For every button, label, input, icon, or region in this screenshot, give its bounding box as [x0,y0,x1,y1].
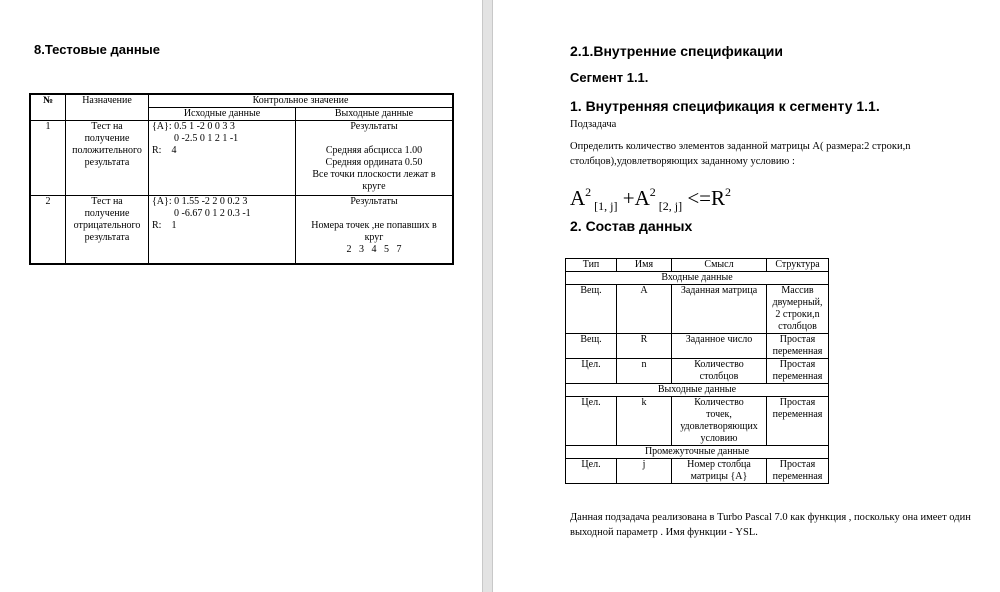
meaning-line: точек, [706,409,732,420]
meaning-line: матрицы {A} [690,471,748,482]
cell-type: Цел. [566,459,617,484]
right-page [493,0,1000,592]
input-line: {A}: 0 1.55 -2 2 0 0.2 3 [152,196,248,207]
formula-part: [2, j] [655,199,683,213]
output-line: Средняя абсцисса 1.00 [325,145,423,156]
input-line: 0 -2.5 0 1 2 1 -1 [174,133,239,144]
input-line: 0 -6.67 0 1 2 0.3 -1 [174,208,251,219]
structure-line: переменная [772,346,823,357]
condition-formula [570,180,731,218]
output-line: Результаты [350,121,398,132]
output-line: Результаты [350,196,398,207]
purpose-line: результата [84,157,130,168]
purpose-line: Тест на [91,121,123,132]
cell-type: Вещ. [566,285,617,334]
spec-heading: 1. Внутренняя спецификация к сегменту 1.1. [570,98,880,114]
footer-line: Данная подзадача реализована в Turbo Pascal 7.0 как функция , поскольку она имеет один [570,512,971,523]
header-type: Тип [566,259,617,272]
row-output [296,121,454,196]
subtask-label: Подзадача [570,119,617,130]
row-purpose [66,196,149,264]
formula-part: A [570,186,586,210]
cell-name: A [617,285,672,334]
table-row [566,359,829,384]
purpose-line: получение [84,208,130,219]
cell-name: R [617,334,672,359]
cell-name: n [617,359,672,384]
row-input [149,121,296,196]
structure-line: двумерный, [772,297,823,308]
section-row [566,272,829,285]
cell-meaning [672,397,767,446]
formula-part: [1, j] [591,199,618,213]
output-line: 2 3 4 5 7 [346,244,402,255]
cell-type: Цел. [566,397,617,446]
meaning-line: Количество [694,397,744,408]
meaning-line: столбцов [699,371,739,382]
structure-line: Простая [779,459,816,470]
header-name: Имя [617,259,672,272]
page-title: 2.1.Внутренние спецификации [570,43,783,59]
formula-part: 2 [649,185,656,199]
cell-type: Цел. [566,359,617,384]
purpose-line: Тест на [91,196,123,207]
section-title: Входные данные [566,272,829,285]
cell-structure [767,334,829,359]
output-line [298,133,450,145]
purpose-line: положительного [72,145,142,156]
header-purpose: Назначение [66,94,149,121]
input-line: R: 1 [152,220,177,231]
meaning-line: условию [700,433,738,444]
structure-line: Простая [779,397,816,408]
footer-line: выходной параметр . Имя функции - YSL. [570,527,758,538]
segment-heading: Сегмент 1.1. [570,70,649,85]
meaning-line: Количество [694,359,744,370]
output-line: круг [364,232,384,243]
cell-type: Вещ. [566,334,617,359]
purpose-line: результата [84,232,130,243]
cell-meaning [672,285,767,334]
formula-part: <=R [682,186,726,210]
table-row [566,334,829,359]
meaning-line: Заданная матрица [680,285,758,296]
structure-line: столбцов [778,321,817,332]
structure-line: переменная [772,409,823,420]
row-num: 1 [30,121,66,196]
purpose-line: отрицательного [73,220,141,231]
structure-line: Простая [779,359,816,370]
formula-part: 2 [725,185,732,199]
cell-name: j [617,459,672,484]
description-line: столбцов),удовлетворяющих заданному условию : [570,156,795,167]
meaning-line: Заданное число [685,334,753,345]
output-line: Номера точек ,не попавших в [311,220,437,231]
table-row [566,397,829,446]
table-row [30,121,453,196]
formula-part: 2 [585,185,592,199]
section-title: Промежуточные данные [566,446,829,459]
page-gap [482,0,493,592]
structure-line: переменная [772,371,823,382]
header-structure: Структура [767,259,829,272]
structure-line: Массив [781,285,814,296]
section-row [566,446,829,459]
row-input [149,196,296,264]
description-line: Определить количество элементов заданной матрицы A( размера:2 строки,n [570,141,911,152]
row-purpose [66,121,149,196]
table-row [30,196,453,264]
input-line: {A}: 0.5 1 -2 0 0 3 3 [152,121,235,132]
output-line: круге [362,181,386,192]
data-composition-table [565,258,829,484]
header-output: Выходные данные [296,108,454,121]
purpose-line: получение [84,133,130,144]
cell-meaning [672,334,767,359]
input-line: R: 4 [152,145,177,156]
header-num: № [30,94,66,121]
row-num: 2 [30,196,66,264]
header-control-value: Контрольное значение [149,94,454,108]
output-line: Все точки плоскости лежат в [312,169,436,180]
cell-structure [767,285,829,334]
table-row [566,459,829,484]
left-page [0,0,482,592]
row-output [296,196,454,264]
section-heading-test-data: 8.Тестовые данные [34,42,161,57]
header-input: Исходные данные [149,108,296,121]
meaning-line: Номер столбца [687,459,751,470]
cell-meaning [672,359,767,384]
table-row [566,285,829,334]
cell-structure [767,459,829,484]
section-title: Выходные данные [566,384,829,397]
test-data-table [29,93,454,265]
output-line [298,208,450,220]
formula-part: +A [617,186,650,210]
cell-name: k [617,397,672,446]
cell-structure [767,359,829,384]
output-line: Средняя ордината 0.50 [325,157,423,168]
table-header-row [30,94,453,108]
structure-line: Простая [779,334,816,345]
structure-line: 2 строки,n [775,309,820,320]
section-row [566,384,829,397]
cell-meaning [672,459,767,484]
structure-line: переменная [772,471,823,482]
table-header-row [566,259,829,272]
cell-structure [767,397,829,446]
meaning-line: удовлетворяющих [680,421,758,432]
header-meaning: Смысл [672,259,767,272]
data-heading: 2. Состав данных [570,218,693,234]
